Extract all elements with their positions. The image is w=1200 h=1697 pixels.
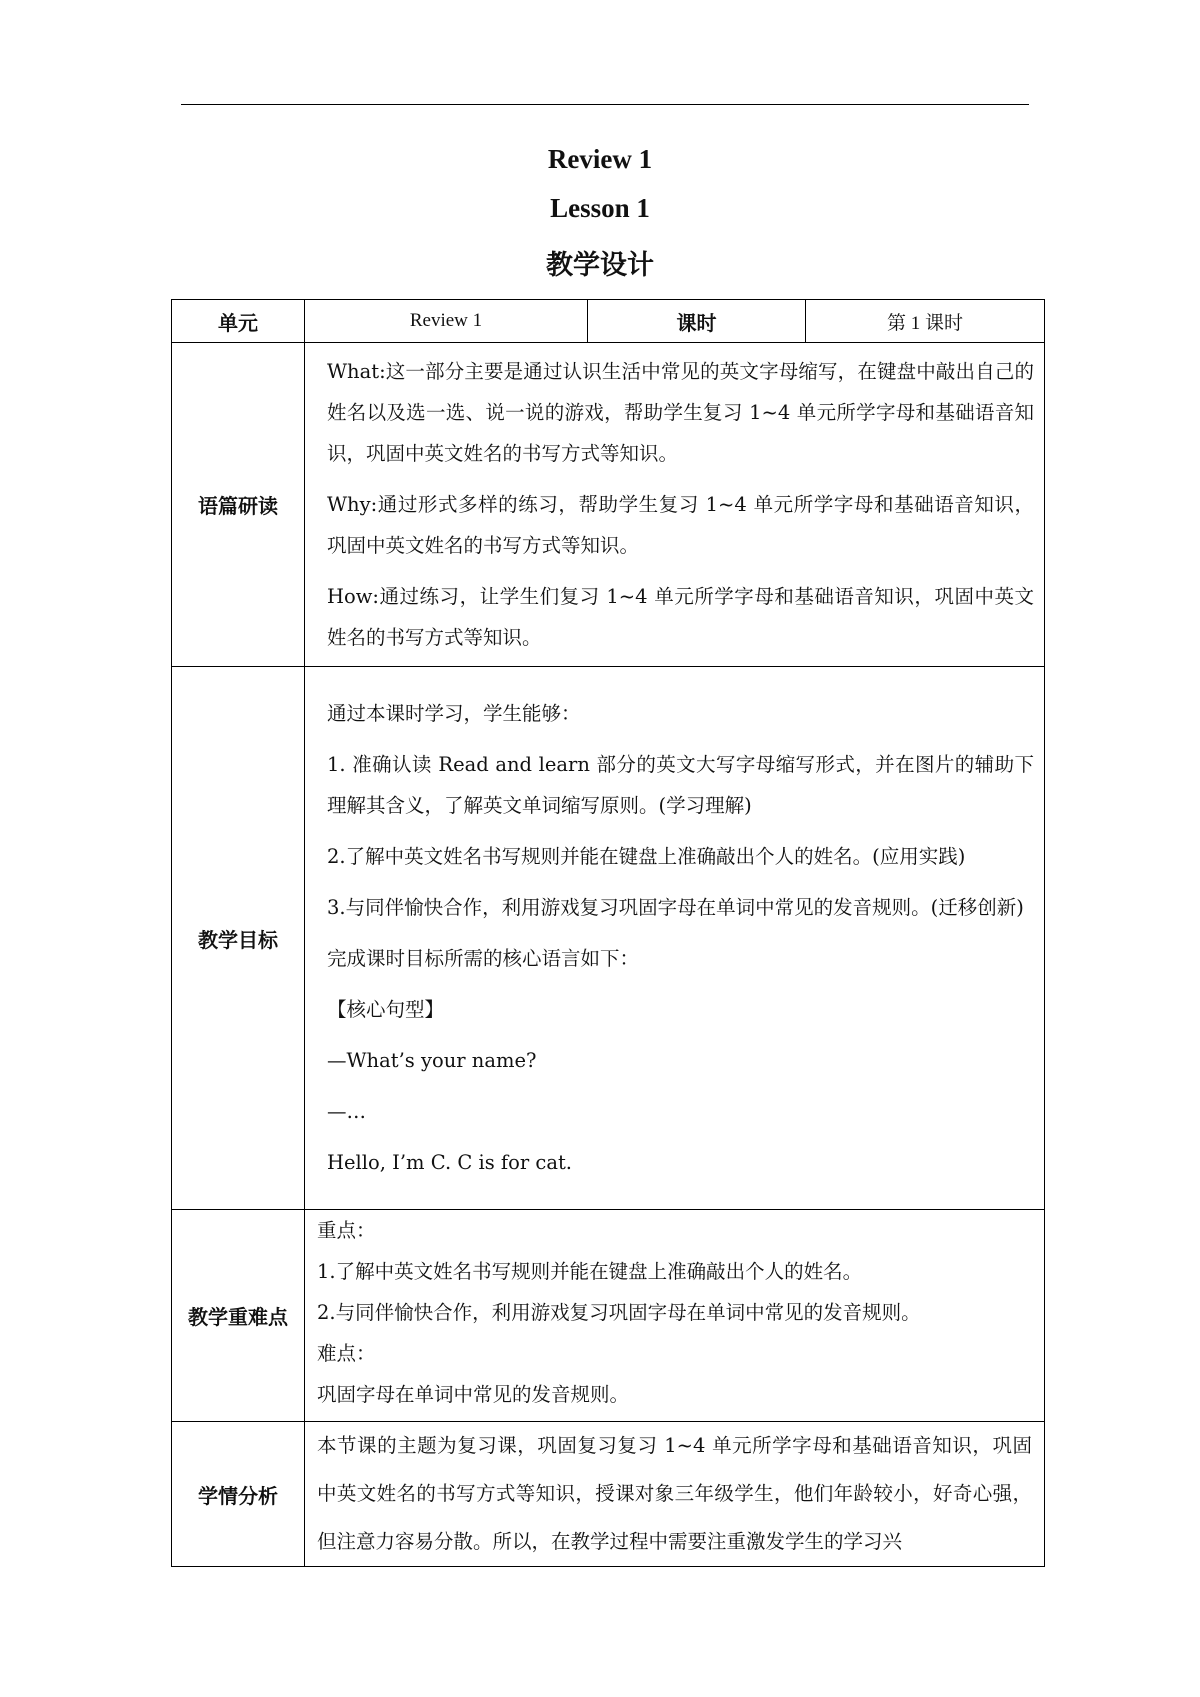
analysis-text: 本节课的主题为复习课，巩固复习复习 1~4 单元所学字母和基础语音知识，巩固中英文姓名的书写方式等知识，授课对象三年级学生，他们年龄较小，好奇心强，但注意力容易分散。所以，在教学过程中需要注重激发学生的学习兴 xyxy=(317,1434,1032,1553)
analysis-content xyxy=(305,1422,1045,1567)
objective-item-1: 1. 准确认读 Read and learn 部分的英文大写字母缩写形式，并在图片的辅助下理解其含义，了解英文单词缩写原则。(学习理解) xyxy=(327,753,1034,817)
objective-item-3: 3.与同伴愉快合作，利用游戏复习巩固字母在单词中常见的发音规则。(迁移创新) xyxy=(327,896,1024,919)
core-sentence-2: —… xyxy=(327,1100,366,1123)
reading-what: What:这一部分主要是通过认识生活中常见的英文字母缩写，在键盘中敲出自己的姓名以及选一选、说一说的游戏，帮助学生复习 1~4 单元所学字母和基础语音知识，巩固中英文姓名的书写方式等知识。 xyxy=(327,360,1034,465)
title-teaching-design: 教学设计 xyxy=(546,250,654,281)
unit-value: Review 1 xyxy=(305,300,588,343)
key-heading: 重点： xyxy=(317,1219,376,1242)
core-sentence-1: —What’s your name? xyxy=(327,1049,537,1072)
difficulty-heading: 难点： xyxy=(317,1342,376,1365)
table-row-reading xyxy=(172,343,1045,667)
table-row-objectives xyxy=(172,667,1045,1210)
table-row-analysis xyxy=(172,1422,1045,1567)
title-review: Review 1 xyxy=(547,144,653,174)
header-rule xyxy=(181,104,1029,105)
objective-item-2: 2.了解中英文姓名书写规则并能在键盘上准确敲出个人的姓名。(应用实践) xyxy=(327,845,966,868)
key-points-content xyxy=(305,1210,1045,1422)
lesson-plan-table xyxy=(171,299,1045,1567)
reading-content xyxy=(305,343,1045,667)
core-language-intro: 完成课时目标所需的核心语言如下： xyxy=(327,947,640,970)
objectives-content xyxy=(305,667,1045,1210)
core-sentence-heading: 【核心句型】 xyxy=(327,998,445,1021)
key-item-1: 1.了解中英文姓名书写规则并能在键盘上准确敲出个人的姓名。 xyxy=(317,1260,863,1283)
key-item-2: 2.与同伴愉快合作，利用游戏复习巩固字母在单词中常见的发音规则。 xyxy=(317,1301,921,1324)
unit-label: 单元 xyxy=(172,300,305,343)
reading-label: 语篇研读 xyxy=(172,343,305,667)
title-lesson: Lesson 1 xyxy=(550,193,650,223)
table-row-header xyxy=(172,300,1045,343)
reading-how: How:通过练习，让学生们复习 1~4 单元所学字母和基础语音知识，巩固中英文姓名的书写方式等知识。 xyxy=(327,585,1034,649)
table-row-key-points xyxy=(172,1210,1045,1422)
period-value: 第 1 课时 xyxy=(806,300,1045,343)
difficulty-item-1: 巩固字母在单词中常见的发音规则。 xyxy=(317,1383,630,1406)
analysis-label: 学情分析 xyxy=(172,1422,305,1567)
objectives-intro: 通过本课时学习，学生能够： xyxy=(327,702,581,725)
key-points-label: 教学重难点 xyxy=(172,1210,305,1422)
period-label: 课时 xyxy=(588,300,806,343)
reading-why: Why:通过形式多样的练习，帮助学生复习 1~4 单元所学字母和基础语音知识，巩固中英文姓名的书写方式等知识。 xyxy=(327,493,1034,557)
core-sentence-3: Hello, I’m C. C is for cat. xyxy=(327,1151,572,1174)
objectives-label: 教学目标 xyxy=(172,667,305,1210)
